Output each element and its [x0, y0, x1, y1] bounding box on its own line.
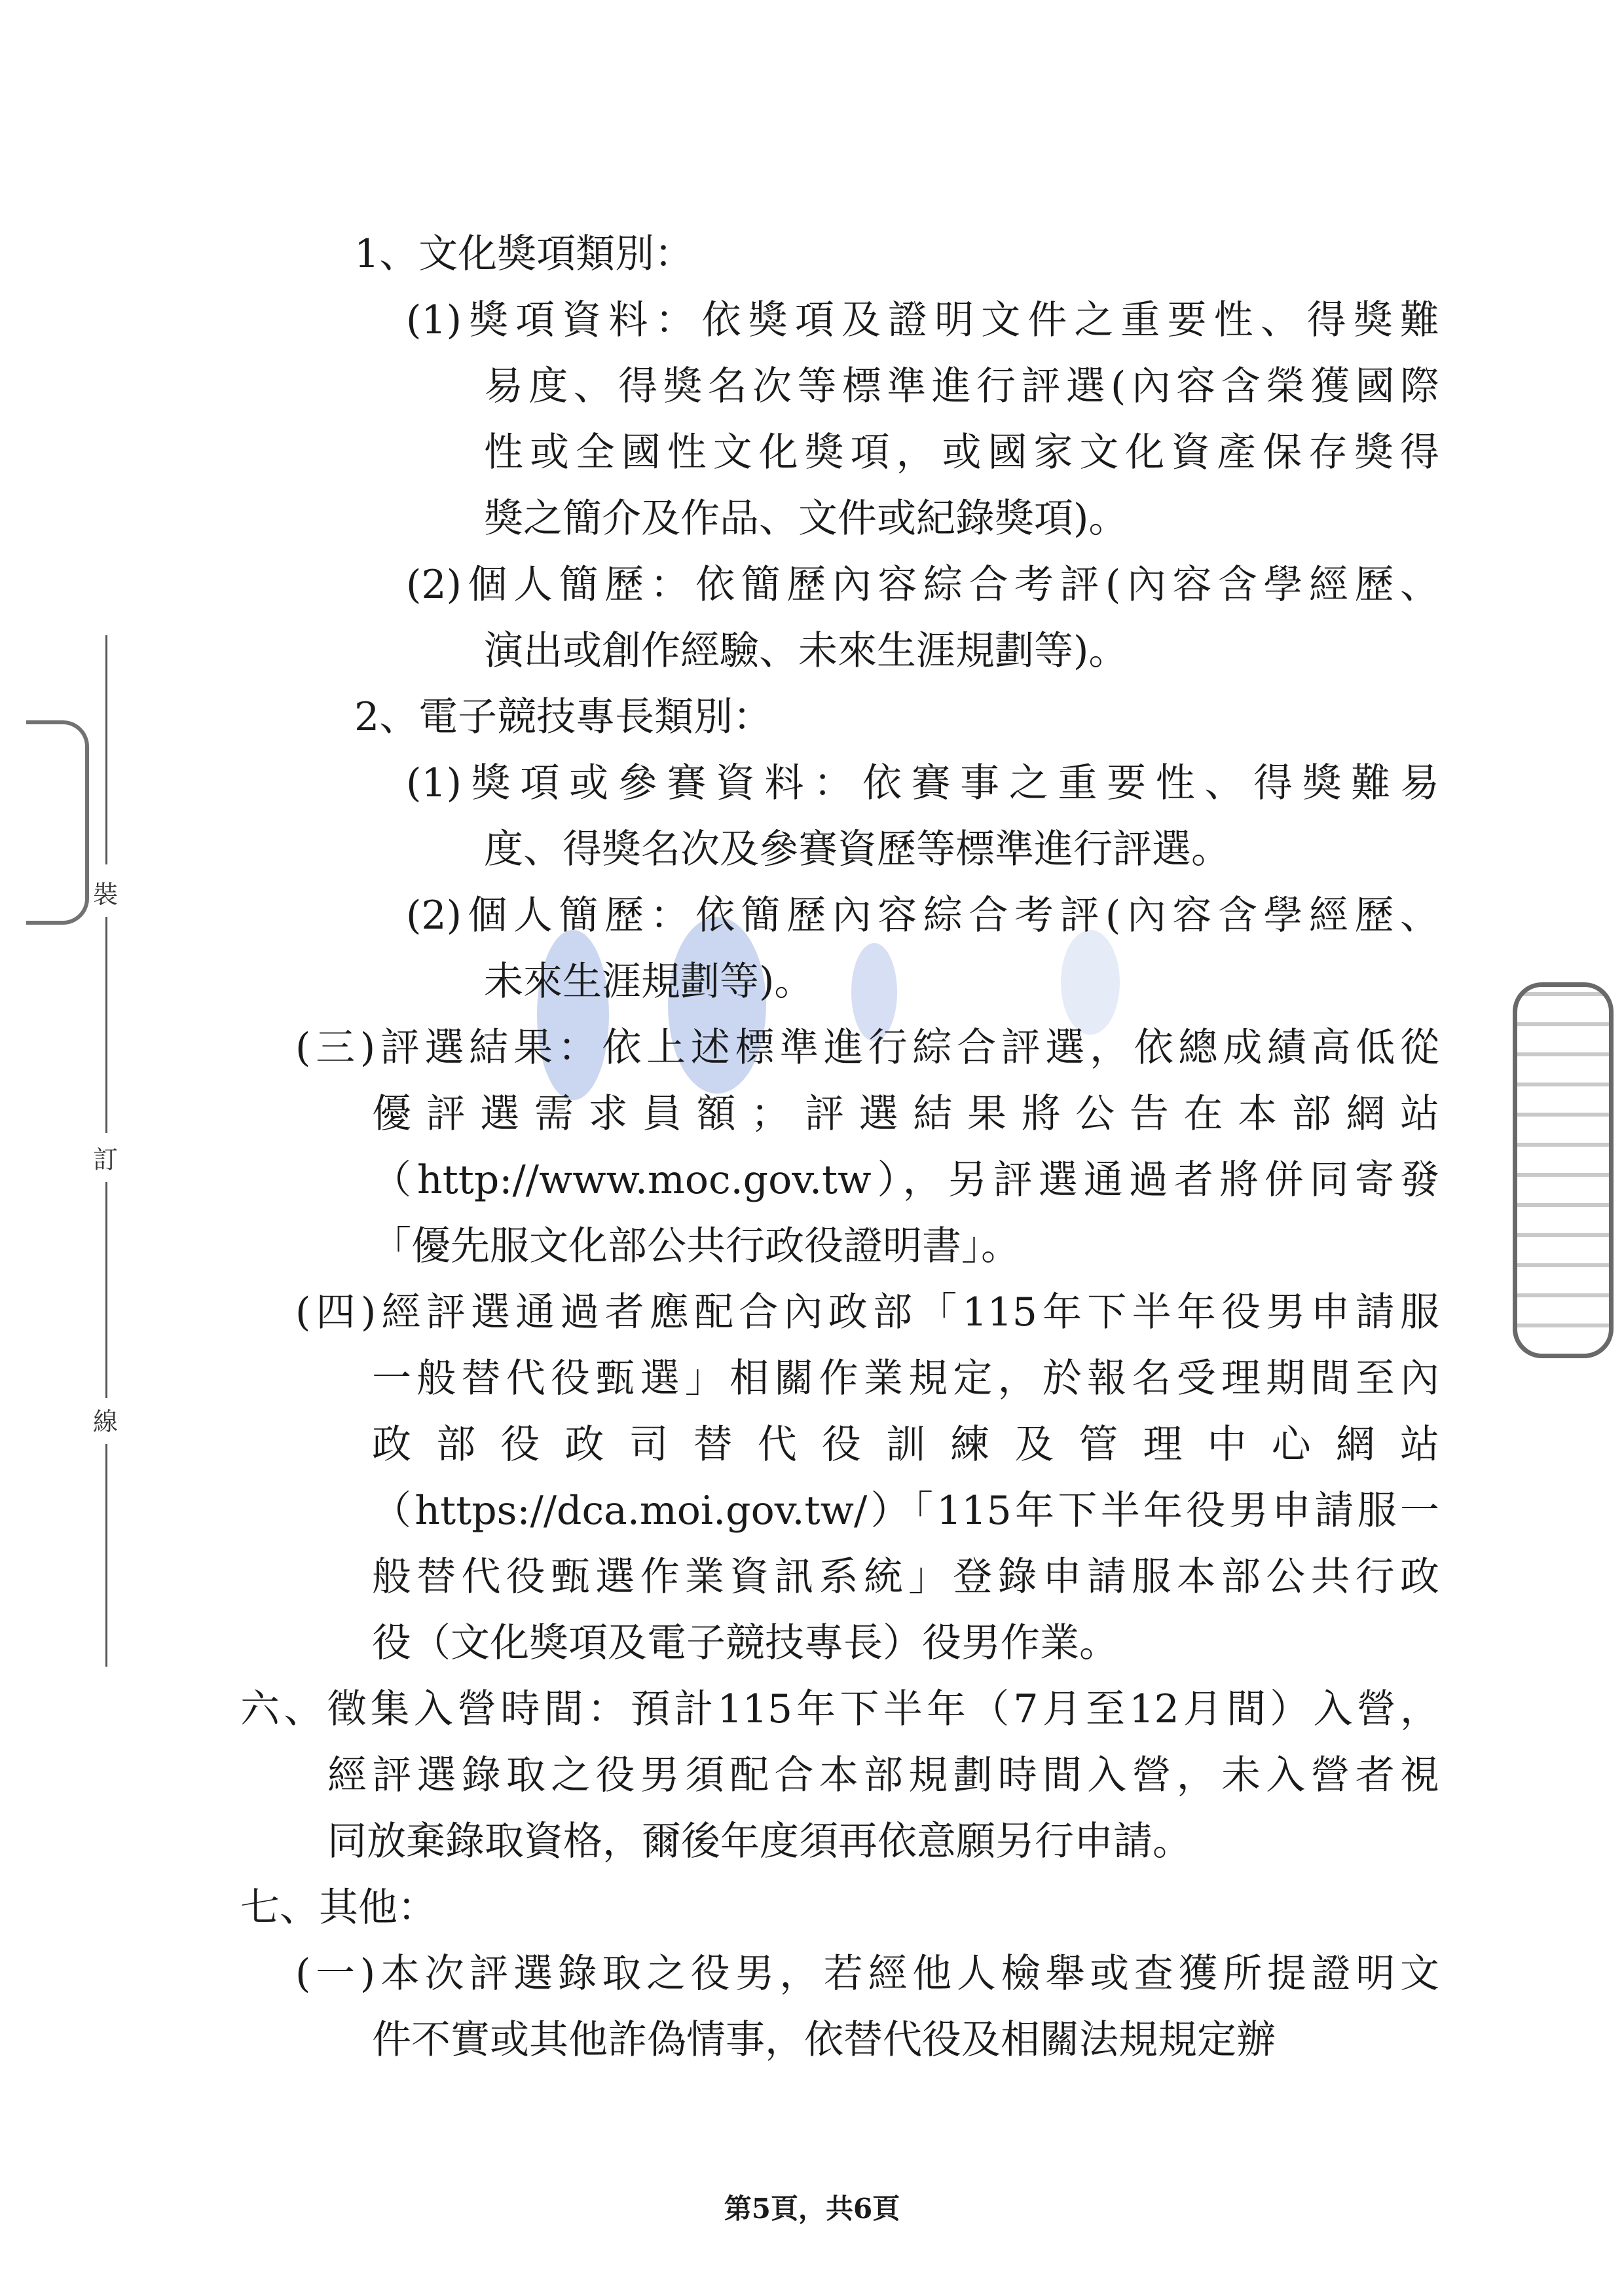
text-line: 件不實或其他詐偽情事，依替代役及相關法規規定辦 — [372, 2017, 1276, 2063]
binding-line-segment — [105, 1444, 107, 1667]
text-line: (三)評選結果：依上述標準進行綜合評選，依總成績高低從 — [295, 1025, 1439, 1071]
text-line: (1)獎項資料：依獎項及證明文件之重要性、得獎難 — [406, 297, 1439, 343]
text-line: (2)個人簡歷：依簡歷內容綜合考評(內容含學經歷、 — [406, 562, 1439, 608]
text-line: （https://dca.moi.gov.tw/）「115年下半年役男申請服一 — [372, 1488, 1439, 1534]
text-line: 優評選需求員額；評選結果將公告在本部網站 — [372, 1091, 1439, 1137]
text-line: 獎之簡介及作品、文件或紀錄獎項)。 — [484, 496, 1128, 542]
text-line: (四)經評選通過者應配合內政部「115年下半年役男申請服 — [295, 1289, 1439, 1335]
text-line: (1)獎項或參賽資料：依賽事之重要性、得獎難易 — [406, 760, 1439, 806]
text-line: 政部役政司替代役訓練及管理中心網站 — [372, 1422, 1439, 1468]
text-line: 同放棄錄取資格，爾後年度須再依意願另行申請。 — [327, 1819, 1192, 1864]
text-line: 「優先服文化部公共行政役證明書」。 — [372, 1223, 1020, 1269]
text-line: 般替代役甄選作業資訊系統」登錄申請服本部公共行政 — [372, 1554, 1439, 1600]
binding-mark-xian: 線 — [93, 1407, 119, 1436]
text-line: 性或全國性文化獎項，或國家文化資產保存獎得 — [484, 430, 1439, 475]
text-line: 易度、得獎名次等標準進行評選(內容含榮獲國際 — [484, 363, 1439, 409]
text-line: 役（文化獎項及電子競技專長）役男作業。 — [372, 1620, 1118, 1666]
text-line: 七、其他： — [240, 1885, 437, 1931]
binding-line-segment — [105, 1182, 107, 1398]
page-number: 第5頁，共6頁 — [724, 2193, 900, 2225]
text-line: 六、徵集入營時間：預計115年下半年（7月至12月間）入營， — [240, 1686, 1439, 1732]
text-line: 演出或創作經驗、未來生涯規劃等)。 — [484, 628, 1128, 674]
binding-line-segment — [105, 635, 107, 864]
binding-mark-ding: 訂 — [93, 1145, 119, 1174]
text-line: (一)本次評選錄取之役男，若經他人檢舉或查獲所提證明文 — [295, 1951, 1439, 1997]
text-line: (2)個人簡歷：依簡歷內容綜合考評(內容含學經歷、 — [406, 893, 1439, 938]
binding-mark-zhuang: 裝 — [93, 880, 119, 909]
text-line: 未來生涯規劃等)。 — [484, 959, 814, 1005]
text-line: 1、文化獎項類別： — [354, 231, 694, 277]
text-line: （http://www.moc.gov.tw），另評選通過者將併同寄發 — [372, 1157, 1439, 1203]
text-line: 2、電子競技專長類別： — [354, 694, 773, 740]
text-line: 經評選錄取之役男須配合本部規劃時間入營，未入營者視 — [327, 1752, 1439, 1798]
binding-line-segment — [105, 917, 107, 1133]
text-line: 度、得獎名次及參賽資歷等標準進行評選。 — [484, 826, 1230, 872]
seal-stamp-right — [1513, 982, 1614, 1358]
text-line: 一般替代役甄選」相關作業規定，於報名受理期間至內 — [372, 1356, 1439, 1401]
seal-stamp-left — [26, 720, 89, 925]
